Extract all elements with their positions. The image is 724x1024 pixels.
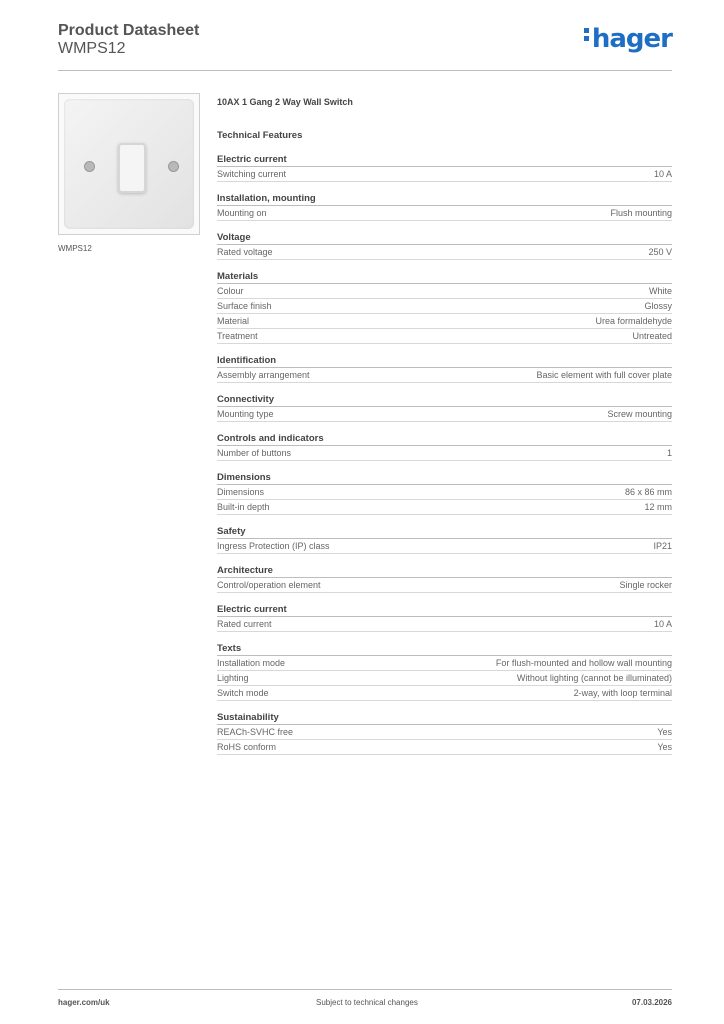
spec-label: Ingress Protection (IP) class [217,541,330,551]
spec-label: Rated current [217,619,272,629]
spec-label: RoHS conform [217,742,277,752]
hager-logo [584,26,672,52]
spec-label: Switching current [217,169,287,179]
spec-value: Flush mounting [610,208,672,218]
section-title: Controls and indicators [217,433,672,446]
spec-section [217,643,672,701]
page-header [58,20,672,71]
spec-section [217,472,672,515]
spec-label: Mounting type [217,409,274,419]
spec-section [217,193,672,221]
spec-value: Glossy [644,301,672,311]
document-title: Product Datasheet [58,22,200,39]
spec-row [217,725,672,740]
document-subtitle: WMPS12 [58,40,126,57]
spec-label: REACh-SVHC free [217,727,294,737]
image-caption: WMPS12 [58,244,92,253]
footer-notice: Subject to technical changes [316,998,418,1007]
section-title: Electric current [217,604,672,617]
spec-row [217,329,672,344]
spec-row [217,485,672,500]
logo-dots-icon [584,28,589,44]
screw-icon [84,161,95,172]
logo-text: hager [591,24,672,54]
spec-row [217,656,672,671]
rocker-icon [118,143,146,193]
section-title: Installation, mounting [217,193,672,206]
spec-row [217,284,672,299]
footer-website[interactable]: hager.com/uk [58,998,110,1007]
spec-row [217,539,672,554]
spec-row [217,686,672,701]
spec-content [217,95,672,755]
section-title: Identification [217,355,672,368]
spec-row [217,314,672,329]
spec-label: Assembly arrangement [217,370,310,380]
spec-label: Material [217,316,250,326]
spec-section [217,433,672,461]
spec-row [217,206,672,221]
spec-value: 2-way, with loop terminal [573,688,672,698]
spec-section [217,232,672,260]
spec-section [217,565,672,593]
spec-row [217,500,672,515]
spec-label: Number of buttons [217,448,292,458]
spec-value: 250 V [648,247,672,257]
section-title: Connectivity [217,394,672,407]
product-name: 10AX 1 Gang 2 Way Wall Switch [217,97,353,107]
spec-value: Untreated [632,331,672,341]
section-title: Materials [217,271,672,284]
spec-value: Basic element with full cover plate [536,370,672,380]
spec-value: 86 x 86 mm [624,487,672,497]
spec-row [217,299,672,314]
spec-label: Switch mode [217,688,269,698]
spec-section [217,712,672,755]
section-title: Architecture [217,565,672,578]
spec-value: For flush-mounted and hollow wall mounting [495,658,672,668]
spec-value: IP21 [653,541,672,551]
spec-label: Lighting [217,673,249,683]
spec-value: 1 [666,448,672,458]
spec-label: Installation mode [217,658,286,668]
spec-label: Treatment [217,331,258,341]
spec-label: Control/operation element [217,580,321,590]
spec-section [217,154,672,182]
section-title: Electric current [217,154,672,167]
spec-row [217,578,672,593]
spec-label: Rated voltage [217,247,273,257]
spec-label: Dimensions [217,487,265,497]
section-title: Texts [217,643,672,656]
spec-row [217,740,672,755]
spec-row [217,671,672,686]
spec-value: Screw mounting [607,409,672,419]
spec-section [217,526,672,554]
page-footer [58,989,672,1007]
spec-value: Urea formaldehyde [595,316,672,326]
spec-row [217,446,672,461]
switch-plate-icon [64,99,194,229]
spec-sections [217,154,672,755]
spec-label: Surface finish [217,301,272,311]
spec-value: Yes [657,727,672,737]
spec-label: Mounting on [217,208,267,218]
spec-row [217,245,672,260]
spec-value: 10 A [653,169,672,179]
spec-value: Yes [657,742,672,752]
section-title: Voltage [217,232,672,245]
spec-value: 10 A [653,619,672,629]
spec-row [217,368,672,383]
spec-row [217,617,672,632]
technical-features-heading: Technical Features [217,130,303,141]
spec-value: White [648,286,672,296]
spec-row [217,407,672,422]
spec-label: Built-in depth [217,502,270,512]
spec-value: 12 mm [644,502,672,512]
spec-section [217,355,672,383]
spec-row [217,167,672,182]
spec-section [217,394,672,422]
product-image [58,93,200,235]
section-title: Sustainability [217,712,672,725]
spec-value: Without lighting (cannot be illuminated) [516,673,672,683]
section-title: Dimensions [217,472,672,485]
spec-section [217,604,672,632]
spec-label: Colour [217,286,244,296]
spec-section [217,271,672,344]
spec-value: Single rocker [619,580,672,590]
section-title: Safety [217,526,672,539]
screw-icon [168,161,179,172]
footer-date: 07.03.2026 [631,998,672,1007]
